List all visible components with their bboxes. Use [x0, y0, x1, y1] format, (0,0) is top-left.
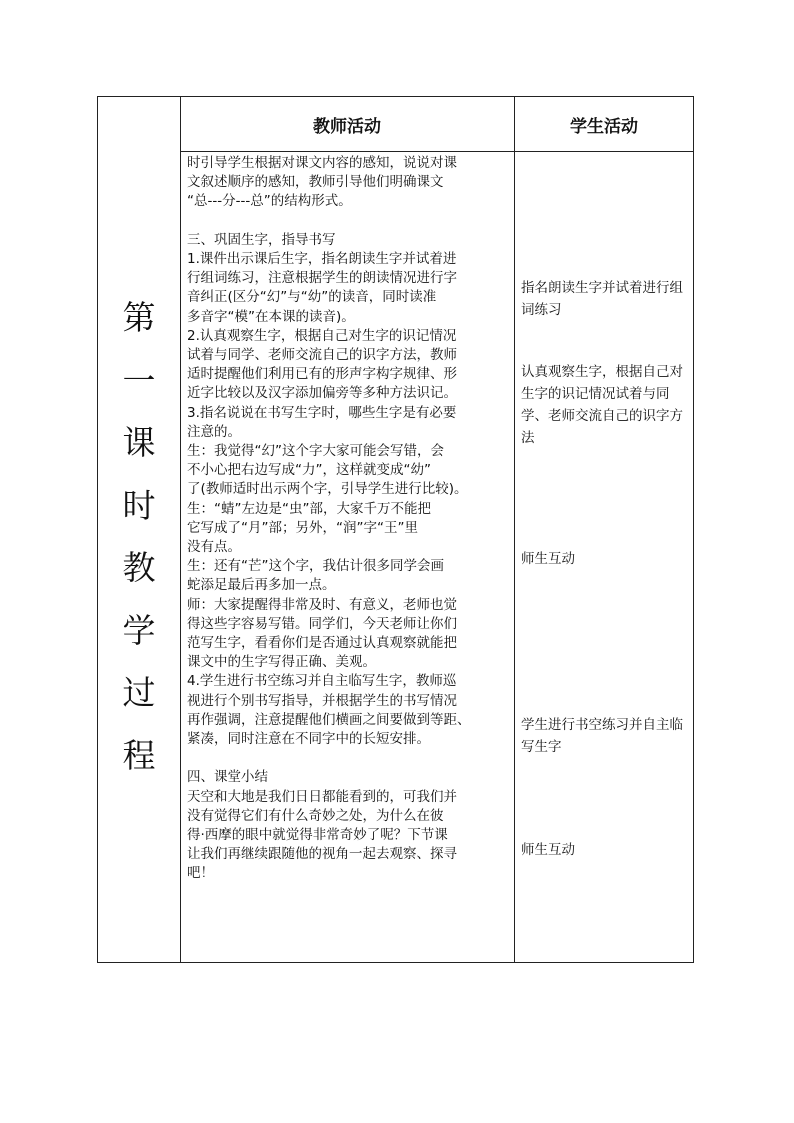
teacher-activity-header: 教师活动 [313, 116, 381, 137]
teacher-text-line: 生：“蜻”左边是“虫”部，大家千万不能把 [187, 500, 431, 517]
teacher-text-line: 3.指名说说在书写生字时，哪些生字是有必要 [187, 404, 457, 421]
teacher-text-line: 注意的。 [187, 423, 241, 440]
teacher-text-line: 生：还有“芒”这个字，我估计很多同学会画 [187, 558, 444, 575]
blank-line [187, 212, 511, 231]
section-title-char: 程 [122, 735, 156, 775]
teacher-text-line: 近字比较以及汉字添加偏旁等多种方法识记。 [187, 385, 457, 402]
teacher-text-line: 文叙述顺序的感知，教师引导他们明确课文 [187, 174, 444, 191]
teacher-text-line: 适时提醒他们利用已有的形声字构字规律、形 [187, 366, 457, 383]
section-title-char: 教 [122, 548, 156, 587]
section-title-char: 课 [122, 423, 156, 462]
teacher-text-line: 1.课件出示课后生字，指名朗读生字并试着进 [187, 251, 457, 267]
column-divider [514, 97, 515, 962]
teacher-text-line: 生：我觉得“幻”这个字大家可能会写错，会 [187, 443, 444, 460]
teacher-text-line: 4.学生进行书空练习并自主临写生字，教师巡 [187, 673, 457, 690]
teacher-text-line: 没有觉得它们有什么奇妙之处，为什么在彼 [187, 807, 444, 824]
teacher-text-line: 音纠正(区分“幻”与“幼”的读音，同时读准 [187, 289, 437, 306]
student-activity-item: 认真观察生字，根据自己对生字的识记情况试着与同学、老师交流自己的识字方法 [521, 364, 683, 446]
student-activity-item: 师生互动 [521, 551, 575, 567]
teacher-text-line: 2.认真观察生字，根据自己对生字的识记情况 [187, 327, 457, 344]
section-title-char: 过 [122, 673, 156, 712]
teacher-text-line: 蛇添足最后再多加一点。 [187, 577, 336, 594]
teacher-text-line: 多音字“模”在本课的读音)。 [187, 308, 355, 325]
teacher-text-line: 视进行个别书写指导，并根据学生的书写情况 [187, 692, 457, 709]
lesson-plan-table [97, 96, 694, 963]
student-activity-item: 指名朗读生字并试着进行组词练习 [521, 280, 683, 318]
teacher-text-line: 师：大家提醒得非常及时、有意义，老师也觉 [187, 596, 457, 613]
student-activity-header: 学生活动 [570, 116, 638, 137]
teacher-text-line: 时引导学生根据对课文内容的感知，说说对课 [187, 155, 457, 171]
blank-line [187, 749, 511, 768]
column-divider [180, 97, 181, 962]
teacher-text-line: 不小心把右边写成“力”，这样就变成“幼” [187, 462, 431, 479]
lesson-section-title [98, 287, 180, 787]
section-heading: 四、课堂小结 [187, 769, 268, 786]
teacher-text-line: 得·西摩的眼中就觉得非常奇妙了呢？下节课 [187, 827, 448, 844]
teacher-text-line: 了(教师适时出示两个字，引导学生进行比较)。 [187, 481, 468, 498]
teacher-text-line: 得这些字容易写错。同学们，今天老师让你们 [187, 615, 457, 632]
section-title-char: 第 [122, 298, 156, 337]
teacher-text-line: 吧！ [187, 865, 214, 882]
section-heading: 三、巩固生字，指导书写 [187, 231, 336, 248]
section-title-char: 学 [122, 610, 156, 650]
teacher-text-line: 让我们再继续跟随他的视角一起去观察、探寻 [187, 846, 457, 863]
teacher-text-line: 课文中的生字写得正确、美观。 [187, 654, 376, 671]
header-divider [180, 151, 693, 152]
teacher-text-line: 行组词练习，注意根据学生的朗读情况进行字 [187, 270, 457, 287]
student-activity-item: 师生互动 [521, 842, 575, 858]
teacher-text-line: 范写生字，看看你们是否通过认真观察就能把 [187, 635, 457, 652]
student-activity-item: 学生进行书空练习并自主临写生字 [521, 717, 683, 755]
teacher-text-line: 紧凑，同时注意在不同字中的长短安排。 [187, 731, 430, 748]
teacher-text-line: 它写成了“月”部；另外，“润”字“王”里 [187, 519, 418, 536]
teacher-text-line: 没有点。 [187, 539, 241, 556]
teacher-text-line: 试着与同学、老师交流自己的识字方法，教师 [187, 347, 457, 364]
section-title-char: 时 [122, 485, 156, 525]
teacher-activity-content [187, 154, 511, 884]
teacher-text-line: “总---分---总”的结构形式。 [187, 193, 352, 210]
teacher-text-line: 再作强调，注意提醒他们横画之间要做到等距、 [187, 711, 471, 728]
section-title-char: 一 [122, 360, 156, 400]
teacher-text-line: 天空和大地是我们日日都能看到的，可我们并 [187, 788, 457, 805]
